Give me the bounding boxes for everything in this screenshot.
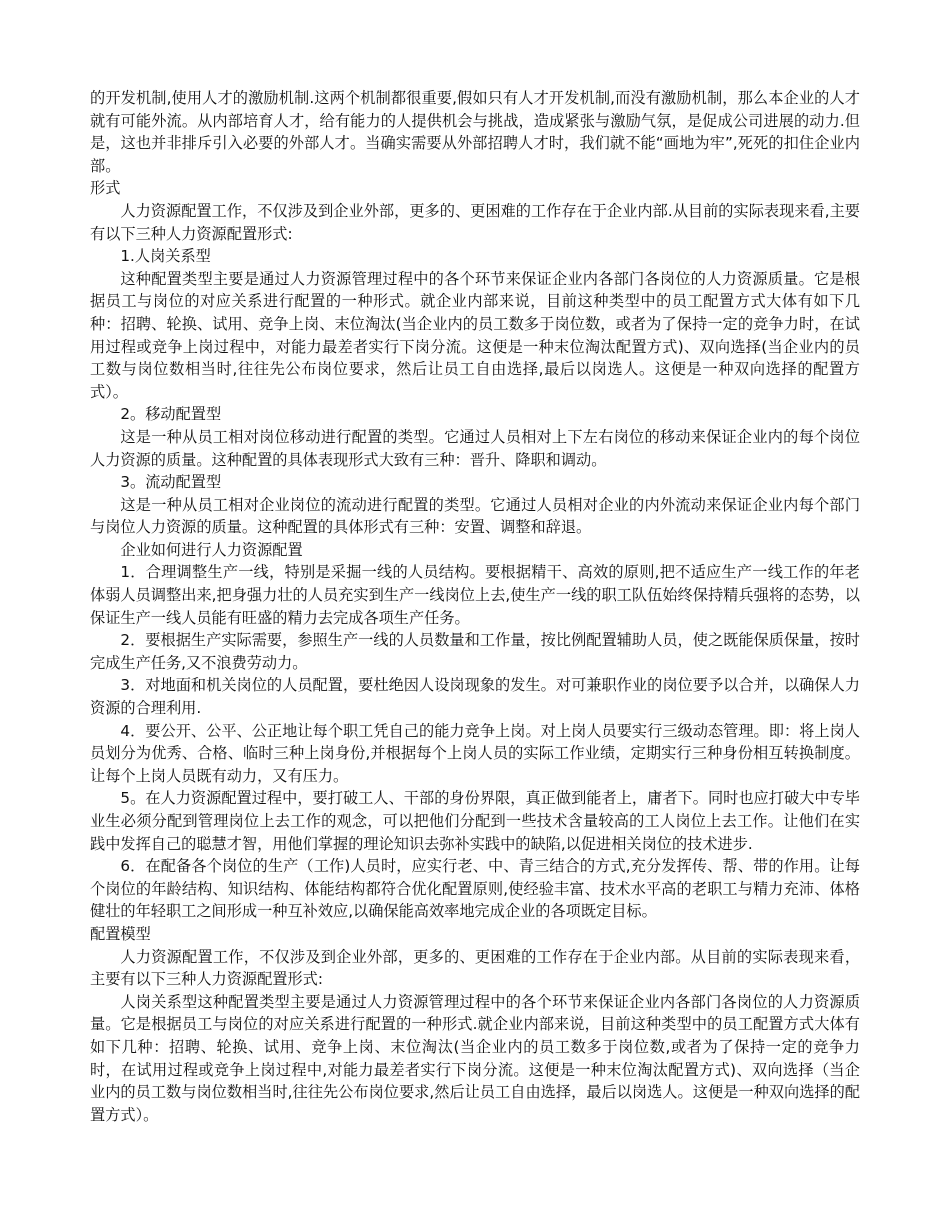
paragraph-mobile: 这是一种从员工相对岗位移动进行配置的类型。它通过人员相对上下左右岗位的移动来保证企业内的每个岗位人力资源的质量。这种配置的具体表现形式大致有三种：晋升、降职和调动。	[90, 427, 860, 469]
list-item-1: 1．合理调整生产一线，特别是采掘一线的人员结构。要根据精干、高效的原则,把不适应生产一线工作的年老体弱人员调整出来,把身强力壮的人员充实到生产一线岗位上去,使生产一线的职工队伍始终保持精兵强将的态势，以保证生产一线人员能有旺盛的精力去完成各项生产任务。	[90, 563, 860, 627]
list-item-2: 2．要根据生产实际需要，参照生产一线的人员数量和工作量，按比例配置辅助人员，使之既能保质保量，按时完成生产任务,又不浪费劳动力。	[90, 631, 860, 672]
document-body	[90, 87, 860, 1126]
paragraph-forms-intro: 人力资源配置工作，不仅涉及到企业外部，更多的、更困难的工作存在于企业内部.从目前的实际表现来看,主要有以下三种人力资源配置形式:	[90, 201, 860, 243]
paragraph-intro: 的开发机制,使用人才的激励机制.这两个机制都很重要,假如只有人才开发机制,而没有激励机制，那么本企业的人才就有可能外流。从内部培育人才，给有能力的人提供机会与挑战，造成紧张与激励气氛，是促成公司进展的动力.但是，这也并非排斥引入必要的外部人才。当确实需要从外部招聘人才时，我们就不能“画地为牢”,死死的扣住企业内部。	[90, 89, 860, 175]
paragraph-person-post: 这种配置类型主要是通过人力资源管理过程中的各个环节来保证企业内各部门各岗位的人力资源质量。它是根据员工与岗位的对应关系进行配置的一种形式。就企业内部来说，目前这种类型中的员工配置方式大体有如下几种：招聘、轮换、试用、竞争上岗、末位淘汰(当企业内的员工数多于岗位数，或者为了保持一定的竞争力时，在试用过程或竞争上岗过程中，对能力最差者实行下岗分流。这便是一种末位淘汰配置方式)、双向选择(当企业内的员工数与岗位数相当时,往往先公布岗位要求，然后让员工自由选择,最后以岗选人。这便是一种双向选择的配置方式）。	[90, 269, 860, 401]
list-item-6: 6．在配备各个岗位的生产（工作)人员时，应实行老、中、青三结合的方式,充分发挥传、帮、带的作用。让每个岗位的年龄结构、知识结构、体能结构都符合优化配置原则,使经验丰富、技术水平高的老职工与精力充沛、体格健壮的年轻职工之间形成一种互补效应,以确保能高效率地完成企业的各项既定目标。	[90, 857, 860, 921]
subheading-how-to: 企业如何进行人力资源配置	[120, 540, 303, 559]
list-item-4: 4．要公开、公平、公正地让每个职工凭自己的能力竞争上岗。对上岗人员要实行三级动态管理。即：将上岗人员划分为优秀、合格、临时三种上岗身份,并根据每个上岗人员的实际工作业绩，定期实行三种身份相互转换制度。让每个上岗人员既有动力，又有压力。	[90, 721, 860, 785]
subheading-mobile: 2。移动配置型	[120, 405, 222, 424]
heading-forms: 形式	[90, 179, 121, 198]
heading-model: 配置模型	[90, 924, 151, 943]
paragraph-flow: 这是一种从员工相对企业岗位的流动进行配置的类型。它通过人员相对企业的内外流动来保证企业内每个部门与岗位人力资源的质量。这种配置的具体形式有三种：安置、调整和辞退。	[90, 495, 860, 537]
paragraph-model-intro: 人力资源配置工作，不仅涉及到企业外部，更多的、更困难的工作存在于企业内部。从目前的实际表现来看，主要有以下三种人力资源配置形式:	[90, 947, 860, 989]
paragraph-model-person-post: 人岗关系型这种配置类型主要是通过人力资源管理过程中的各个环节来保证企业内各部门各岗位的人力资源质量。它是根据员工与岗位的对应关系进行配置的一种形式.就企业内部来说，目前这种类型中的员工配置方式大体有如下几种：招聘、轮换、试用、竞争上岗、末位淘汰(当企业内的员工数多于岗位数,或者为了保持一定的竞争力时，在试用过程或竞争上岗过程中,对能力最差者实行下岗分流。这便是一种末位淘汰配置方式)、双向选择（当企业内的员工数与岗位数相当时,往往先公布岗位要求,然后让员工自由选择，最后以岗选人。这便是一种双向选择的配置方式）。	[90, 992, 860, 1124]
subheading-person-post: 1.人岗关系型	[120, 247, 211, 266]
list-item-3: 3．对地面和机关岗位的人员配置，要杜绝因人设岗现象的发生。对可兼职作业的岗位要予以合并，以确保人力资源的合理利用.	[90, 676, 860, 718]
subheading-flow: 3。流动配置型	[120, 473, 222, 492]
list-item-5: 5。在人力资源配置过程中，要打破工人、干部的身份界限，真正做到能者上，庸者下。同时也应打破大中专毕业生必须分配到管理岗位上去工作的观念，可以把他们分配到一些技术含量较高的工人岗位上去工作。让他们在实践中发挥自己的聪慧才智，用他们掌握的理论知识去弥补实践中的缺陷,以促进相关岗位的技术进步.	[90, 789, 860, 853]
